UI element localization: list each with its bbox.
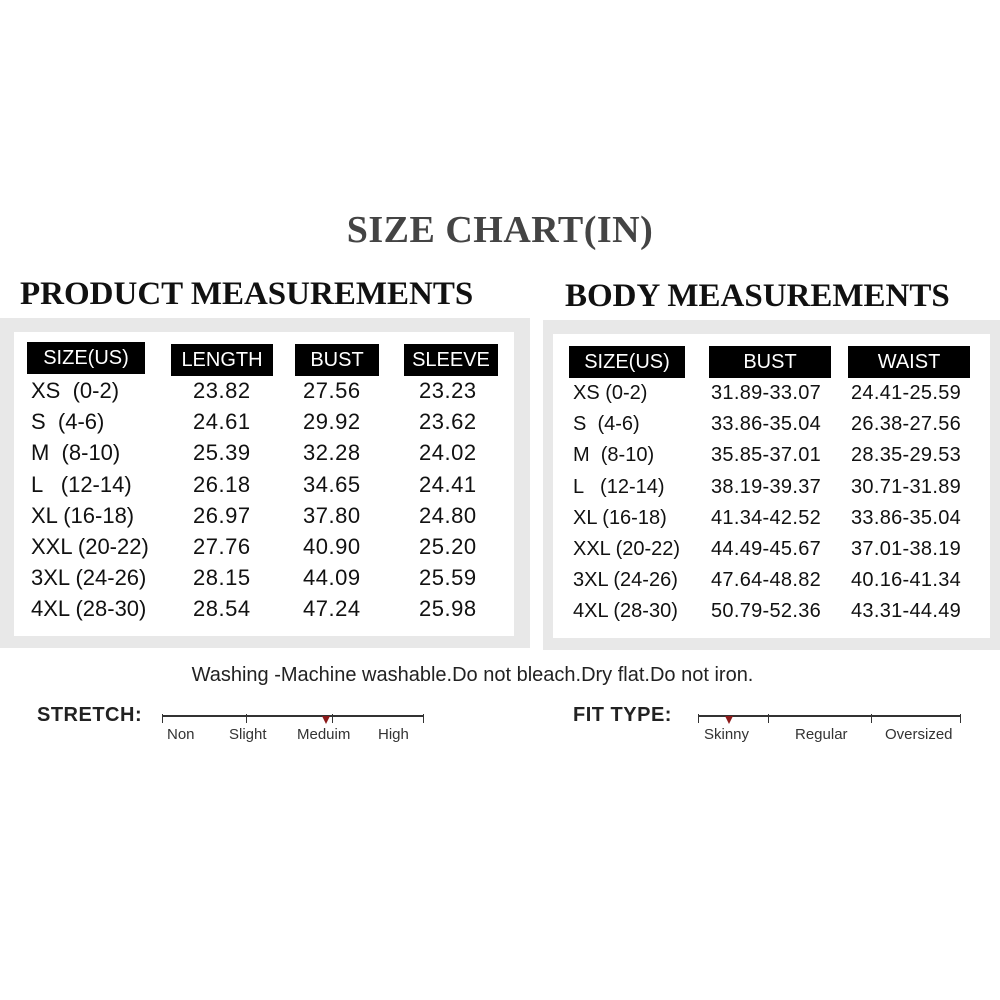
table-cell: 23.62 (419, 409, 477, 435)
fit-type-option: Regular (795, 726, 848, 743)
stretch-marker-icon (322, 716, 330, 724)
fit-type-tick (698, 714, 699, 723)
product-length-column (193, 375, 251, 625)
stretch-option: Non (167, 726, 195, 743)
stretch-scale-line (162, 715, 424, 717)
table-cell: 47.24 (303, 596, 361, 622)
table-cell: 26.38-27.56 (851, 413, 962, 436)
table-cell: 32.28 (303, 440, 361, 466)
product-header-length: LENGTH (171, 344, 273, 376)
product-measurements-table (14, 332, 514, 636)
table-cell: 3XL (24-26) (573, 569, 678, 592)
stretch-option: High (378, 726, 409, 743)
table-cell: 44.49-45.67 (711, 537, 822, 560)
body-header-size: SIZE(US) (569, 346, 685, 378)
fit-type-tick (768, 714, 769, 723)
table-cell: 26.97 (193, 502, 251, 528)
stretch-option: Meduim (297, 726, 351, 743)
body-header-waist: WAIST (848, 346, 970, 378)
table-cell: 37.80 (303, 502, 361, 528)
product-header-size: SIZE(US) (27, 342, 145, 374)
table-cell: 34.65 (303, 471, 361, 497)
table-cell: 27.56 (303, 378, 361, 403)
table-cell: 43.31-44.49 (851, 600, 962, 623)
product-size-column (31, 375, 149, 625)
table-cell: 23.82 (193, 378, 251, 403)
product-bust-column (303, 375, 361, 625)
stretch-label: STRETCH: (37, 704, 143, 726)
table-cell: XS (0-2) (31, 378, 120, 403)
table-cell: 25.59 (419, 565, 477, 591)
table-cell: 38.19-39.37 (711, 475, 822, 498)
product-header-sleeve: SLEEVE (404, 344, 498, 376)
table-cell: 26.18 (193, 471, 251, 497)
body-waist-column (851, 378, 961, 628)
table-cell: 25.98 (419, 596, 477, 622)
table-cell: 50.79-52.36 (711, 600, 822, 623)
table-cell: M (8-10) (573, 444, 655, 467)
fit-type-option: Skinny (704, 726, 750, 743)
fit-type-tick (960, 714, 961, 723)
table-cell: 24.41-25.59 (851, 382, 962, 404)
stretch-tick (246, 714, 247, 723)
table-cell: L (12-14) (573, 475, 665, 498)
stretch-tick (332, 714, 333, 723)
table-cell: 37.01-38.19 (851, 537, 962, 560)
table-cell: XS (0-2) (573, 382, 648, 404)
table-cell: 25.20 (419, 533, 477, 559)
table-cell: 25.39 (193, 440, 251, 466)
table-cell: 27.76 (193, 533, 251, 559)
body-measurements-panel (543, 320, 1000, 650)
fit-type-option: Oversized (885, 726, 953, 743)
table-cell: 33.86-35.04 (851, 506, 962, 529)
table-cell: XL (16-18) (31, 502, 135, 528)
table-cell: S (4-6) (31, 409, 105, 435)
table-cell: 24.61 (193, 409, 251, 435)
table-cell: 23.23 (419, 378, 477, 403)
table-cell: 3XL (24-26) (31, 565, 147, 591)
product-sleeve-column (419, 375, 477, 625)
table-cell: 28.15 (193, 565, 251, 591)
table-cell: 24.02 (419, 440, 477, 466)
body-measurements-table (553, 334, 990, 638)
table-cell: XXL (20-22) (31, 533, 149, 559)
table-cell: 30.71-31.89 (851, 475, 962, 498)
table-cell: XXL (20-22) (573, 537, 681, 560)
table-cell: 28.35-29.53 (851, 444, 962, 467)
product-measurements-title: PRODUCT MEASUREMENTS (20, 276, 474, 312)
stretch-option: Slight (229, 726, 267, 743)
table-cell: XL (16-18) (573, 506, 667, 529)
table-cell: 40.16-41.34 (851, 569, 962, 592)
table-cell: 4XL (28-30) (31, 596, 147, 622)
table-cell: 44.09 (303, 565, 361, 591)
product-measurements-panel (0, 318, 530, 648)
fit-type-scale-line (698, 715, 961, 717)
table-cell: 33.86-35.04 (711, 413, 822, 436)
fit-type-label: FIT TYPE: (573, 704, 672, 726)
table-cell: 41.34-42.52 (711, 506, 822, 529)
table-cell: 24.41 (419, 471, 477, 497)
body-header-bust: BUST (709, 346, 831, 378)
table-cell: 29.92 (303, 409, 361, 435)
table-cell: 28.54 (193, 596, 251, 622)
table-cell: 47.64-48.82 (711, 569, 822, 592)
product-header-bust: BUST (295, 344, 379, 376)
stretch-tick (423, 714, 424, 723)
table-cell: L (12-14) (31, 471, 132, 497)
body-size-column (573, 378, 680, 628)
table-cell: 4XL (28-30) (573, 600, 678, 623)
table-cell: M (8-10) (31, 440, 121, 466)
table-cell: 35.85-37.01 (711, 444, 822, 467)
body-bust-column (711, 378, 821, 628)
washing-note: Washing -Machine washable.Do not bleach.Dry flat.Do not iron. (191, 664, 754, 686)
stretch-tick (162, 714, 163, 723)
fit-type-tick (871, 714, 872, 723)
table-cell: 31.89-33.07 (711, 382, 822, 404)
table-cell: 40.90 (303, 533, 361, 559)
page-title: SIZE CHART(IN) (346, 209, 654, 251)
table-cell: S (4-6) (573, 413, 640, 436)
table-cell: 24.80 (419, 502, 477, 528)
fit-type-marker-icon (725, 716, 733, 724)
body-measurements-title: BODY MEASUREMENTS (565, 278, 950, 314)
